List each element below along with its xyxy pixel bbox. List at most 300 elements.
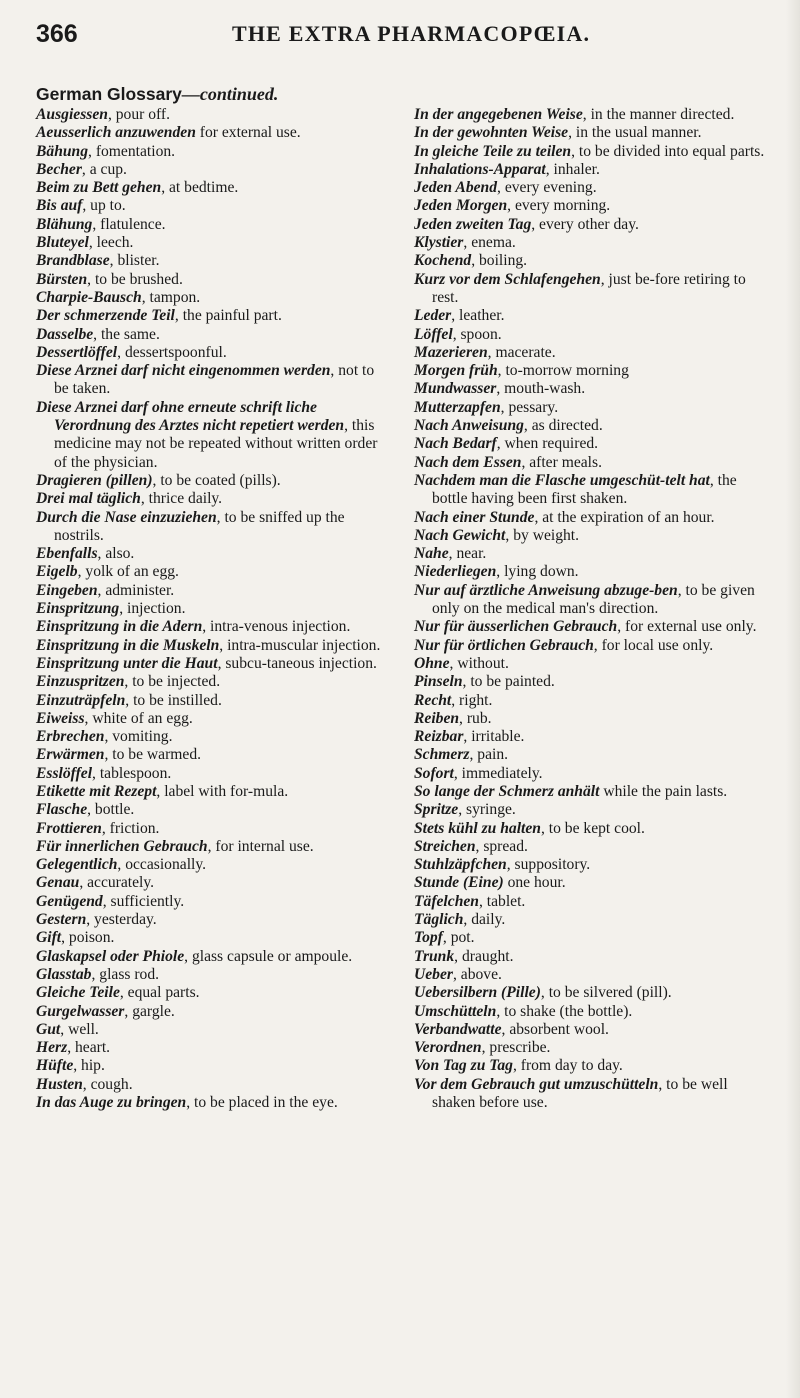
glossary-term: In der angegebenen Weise [414,106,583,123]
glossary-definition: , administer. [97,581,175,599]
glossary-definition: , intra-muscular injection. [219,636,381,654]
glossary-entry [36,911,388,929]
glossary-term: Topf [414,929,443,947]
glossary-definition: , to be injected. [124,673,221,691]
glossary-definition: , to shake (the bottle). [496,1002,633,1020]
glossary-entry [36,856,388,874]
glossary-term: Becher [36,160,82,178]
glossary-entry [414,911,766,929]
glossary-entry [36,234,388,252]
glossary-definition: , pessary. [500,398,559,416]
glossary-term: Nur auf ärztliche Anweisung abzuge-ben [414,581,678,599]
glossary-term: Täglich [414,911,464,929]
glossary-definition: , prescribe. [481,1039,551,1057]
glossary-term: Täfelchen [414,892,479,910]
glossary-definition: , right. [451,691,493,709]
glossary-definition: , label with for-mula. [156,782,289,800]
glossary-entry [414,820,766,838]
glossary-entry [36,929,388,947]
glossary-term: Beim zu Bett gehen [36,179,162,197]
glossary-term: Husten [36,1075,83,1093]
glossary-entry [414,527,766,545]
glossary-definition: , macerate. [487,343,556,361]
glossary-entry [36,600,388,618]
glossary-entry [414,856,766,874]
glossary-definition: , to be sniffed up the nostrils. [54,508,345,544]
glossary-entry [414,929,766,947]
glossary-entry [36,362,388,399]
glossary-term: Aeusserlich anzuwenden [36,124,196,142]
glossary-term: Frottieren [36,819,102,837]
glossary-term: Spritze [414,801,459,819]
glossary-definition: one hour. [503,874,566,892]
glossary-entry [414,1076,766,1113]
glossary-term: Gurgelwasser [36,1002,125,1020]
glossary-entry [414,179,766,197]
glossary-entry [36,252,388,270]
glossary-entry [36,783,388,801]
glossary-term: Erwärmen [36,746,105,764]
glossary-term: Kurz vor dem Schlafengehen [414,270,601,288]
glossary-entry [414,692,766,710]
glossary-definition: , at bedtime. [161,179,239,197]
glossary-entry [414,966,766,984]
glossary-definition: , flatulence. [92,215,166,233]
glossary-definition: , a cup. [81,160,127,178]
glossary-entry [414,380,766,398]
glossary-definition: , to be coated (pills). [152,471,281,489]
glossary-definition: , at the expiration of an hour. [534,508,715,526]
glossary-term: Esslöffel [36,764,93,782]
glossary-entry [36,874,388,892]
glossary-entry [36,820,388,838]
glossary-definition: , to be instilled. [125,691,222,709]
glossary-definition: , sufficiently. [102,892,185,910]
glossary-term: Mutterzapfen [414,398,501,416]
glossary-term: Einzuträpfeln [36,691,126,709]
glossary-entry [36,692,388,710]
glossary-entry [36,1057,388,1075]
glossary-term: Nahe [414,545,449,563]
glossary-entry [36,1021,388,1039]
glossary-entry [36,893,388,911]
glossary-definition: , lying down. [496,563,579,581]
glossary-column-right [414,84,766,1112]
glossary-definition: , above. [452,965,502,983]
glossary-entry [36,765,388,783]
glossary-term: Stuhlzäpfchen [414,856,507,874]
glossary-term: Verordnen [414,1039,482,1057]
glossary-definition: , tampon. [141,288,201,306]
glossary-definition: , to be silvered (pill). [540,984,672,1002]
glossary-term: Niederliegen [414,563,497,581]
glossary-entry [36,124,388,142]
glossary-term: Gelegentlich [36,856,118,874]
glossary-term: Gift [36,929,62,947]
glossary-definition: , occasionally. [117,856,207,874]
glossary-definition: , blister. [109,252,160,270]
glossary-term: Nach Gewicht [414,526,506,544]
glossary-entry [414,1021,766,1039]
glossary-definition: , absorbent wool. [501,1020,609,1038]
glossary-entry [414,106,766,124]
glossary-definition: , glass rod. [91,965,160,983]
glossary-definition: , to be placed in the eye. [186,1094,338,1112]
glossary-term: Genügend [36,892,103,910]
glossary-term: Glasstab [36,965,92,983]
glossary-entry [414,710,766,728]
glossary-entry [414,545,766,563]
glossary-entry [36,490,388,508]
glossary-term: Diese Arznei darf nicht eingenommen werden [36,362,331,380]
glossary-entry [414,801,766,819]
glossary-definition: , heart. [67,1039,111,1057]
glossary-entry [36,710,388,728]
glossary-term: Der schmerzende Teil [36,307,175,325]
glossary-definition: , for local use only. [593,636,714,654]
glossary-term: Mazerieren [414,343,488,361]
glossary-entry [36,582,388,600]
glossary-definition: , to be divided into equal parts. [571,142,765,160]
glossary-entry [414,563,766,581]
glossary-term: Reiben [414,709,460,727]
glossary-definition: , glass capsule or ampoule. [184,947,353,965]
glossary-definition: , to be kept cool. [540,819,645,837]
glossary-term: Stets kühl zu halten [414,819,541,837]
glossary-definition: while the pain lasts. [599,782,728,800]
glossary-term: Einspritzung in die Adern [36,618,203,636]
glossary-entry [36,179,388,197]
glossary-entry [36,1039,388,1057]
glossary-term: Nach Bedarf [414,435,497,453]
glossary-entry [36,1094,388,1112]
glossary-term: Jeden zweiten Tag [414,215,532,233]
glossary-definition: , inhaler. [545,160,600,178]
glossary-term: Herz [36,1039,68,1057]
glossary-definition: for external use. [195,124,301,142]
glossary-term: Gut [36,1020,61,1038]
glossary-term: Recht [414,691,452,709]
glossary-term: Bähung [36,142,89,160]
glossary-definition: , in the usual manner. [568,124,702,142]
glossary-entry [36,563,388,581]
glossary-entry [36,161,388,179]
glossary-definition: , the same. [93,325,160,343]
glossary-term: Von Tag zu Tag [414,1057,513,1075]
glossary-definition: , this medicine may not be repeated without written order of the physician. [54,417,378,471]
glossary-definition: , to be given only on the medical man's direction. [432,581,755,618]
glossary-definition: , spread. [475,837,528,855]
glossary-definition: , equal parts. [119,984,200,1002]
glossary-definition: , every morning. [507,197,611,215]
glossary-definition: , friction. [101,819,160,837]
glossary-term: Nach dem Essen [414,453,522,471]
glossary-term: Bluteyel [36,234,89,252]
glossary-entry [36,746,388,764]
glossary-definition: , when required. [496,435,599,453]
glossary-term: Eiweiss [36,709,85,727]
page-edge-shadow [786,0,800,1398]
section-title [36,84,388,104]
glossary-entry [414,271,766,308]
glossary-term: Einspritzung [36,600,120,618]
glossary-entry [414,362,766,380]
glossary-definition: , near. [448,545,487,563]
glossary-definition: , injection. [119,600,186,618]
glossary-entry [414,728,766,746]
glossary-definition: , from day to day. [512,1057,623,1075]
glossary-definition: , spoon. [452,325,502,343]
glossary-definition: , irritable. [463,728,525,746]
glossary-definition: , also. [97,545,135,563]
glossary-term: Blähung [36,215,93,233]
glossary-entry [414,143,766,161]
glossary-entry [414,1057,766,1075]
glossary-entry [36,509,388,546]
glossary-term: Einzuspritzen [36,673,125,691]
glossary-definition: , fomentation. [88,142,176,160]
glossary-entry [414,454,766,472]
glossary-entry [36,545,388,563]
glossary-entry [414,326,766,344]
glossary-term: Nur für örtlichen Gebrauch [414,636,594,654]
glossary-entry [414,637,766,655]
glossary-term: Pinseln [414,673,463,691]
glossary-entry [414,124,766,142]
glossary-entry [36,655,388,673]
glossary-definition: , as directed. [523,417,603,435]
glossary-entry [36,673,388,691]
glossary-term: Ausgiessen [36,106,108,123]
glossary-definition: , to-morrow morning [497,362,629,380]
glossary-definition: , thrice daily. [140,490,223,508]
glossary-entry [414,252,766,270]
glossary-definition: , in the manner directed. [582,106,735,123]
glossary-entry [36,637,388,655]
glossary-definition: , by weight. [505,526,580,544]
glossary-definition: , suppository. [506,856,591,874]
glossary-entry [414,783,766,801]
glossary-definition: , well. [60,1020,99,1038]
glossary-term: Glaskapsel oder Phiole [36,947,185,965]
glossary-term: In gleiche Teile zu teilen [414,142,572,160]
glossary-term: Mundwasser [414,380,497,398]
glossary-entry [414,417,766,435]
glossary-term: Streichen [414,837,476,855]
glossary-entry [36,289,388,307]
glossary-entry [414,838,766,856]
glossary-term: Ueber [414,965,453,983]
glossary-term: Inhalations-Apparat [414,160,546,178]
glossary-term: Stunde (Eine) [414,874,504,892]
glossary-definition: , pour off. [107,106,171,123]
glossary-term: Dragieren (pillen) [36,471,153,489]
glossary-definition: , to be well shaken before use. [432,1075,728,1112]
glossary-term: Jeden Morgen [414,197,508,215]
glossary-definition: , to be painted. [462,673,555,691]
glossary-definition: , pot. [442,929,475,947]
glossary-term: Drei mal täglich [36,490,141,508]
glossary-term: Vor dem Gebrauch gut umzuschütteln [414,1075,659,1093]
page-header [36,20,776,56]
glossary-term: Einspritzung in die Muskeln [36,636,220,654]
glossary-entry [36,472,388,490]
glossary-entry [414,746,766,764]
glossary-term: Charpie-Bausch [36,288,142,306]
glossary-term: Hüfte [36,1057,74,1075]
glossary-definition: , subcu-taneous injection. [217,654,377,672]
glossary-definition: , every other day. [531,215,639,233]
glossary-term: Reizbar [414,728,464,746]
glossary-term: Bis auf [36,197,83,215]
glossary-entry [414,1039,766,1057]
glossary-definition: , the bottle having been first shaken. [432,471,737,508]
glossary-term: Uebersilbern (Pille) [414,984,541,1002]
glossary-entry [414,765,766,783]
glossary-entry [36,948,388,966]
glossary-definition: , vomiting. [104,728,173,746]
glossary-definition: , to be brushed. [87,270,183,288]
glossary-definition: , immediately. [453,764,543,782]
glossary-entry [36,838,388,856]
glossary-definition: , up to. [82,197,126,215]
glossary-entry [414,234,766,252]
glossary-term: Kochend [414,252,472,270]
glossary-term: In der gewohnten Weise [414,124,569,142]
section-title-main: German Glossary [36,84,182,104]
glossary-entry [414,618,766,636]
glossary-entry [36,984,388,1002]
glossary-term: Leder [414,307,452,325]
glossary-definition: , not to be taken. [54,362,375,398]
glossary-definition: , yolk of an egg. [77,563,179,581]
glossary-entry [414,948,766,966]
glossary-term: Dessertlöffel [36,343,118,361]
glossary-definition: , syringe. [458,801,516,819]
glossary-term: Verbandwatte [414,1020,502,1038]
glossary-definition: , to be warmed. [104,746,202,764]
glossary-entry [414,307,766,325]
glossary-definition: , after meals. [521,453,602,471]
glossary-definition: , without. [449,654,509,672]
glossary-term: So lange der Schmerz anhält [414,782,600,800]
glossary-definition: , intra-venous injection. [202,618,351,636]
glossary-definition: , for external use only. [617,618,757,636]
glossary-term: Nur für äusserlichen Gebrauch [414,618,618,636]
glossary-definition: , every evening. [497,179,597,197]
glossary-entry [414,655,766,673]
glossary-term: Klystier [414,234,464,252]
glossary-definition: , pain. [469,746,509,764]
glossary-definition: , just be-fore retiring to rest. [432,270,746,306]
glossary-entry [414,1003,766,1021]
glossary-term: Etikette mit Rezept [36,782,157,800]
glossary-term: Einspritzung unter die Haut [36,654,218,672]
glossary-entry [414,344,766,362]
glossary-term: Dasselbe [36,325,94,343]
glossary-definition: , the painful part. [174,307,282,325]
glossary-term: Umschütteln [414,1002,497,1020]
glossary-term: Eigelb [36,563,78,581]
glossary-entry [36,326,388,344]
glossary-term: Durch die Nase einzuziehen [36,508,217,526]
glossary-definition: , accurately. [79,874,155,892]
glossary-definition: , cough. [82,1075,133,1093]
glossary-entry [36,216,388,234]
glossary-entry [414,509,766,527]
glossary-entry [36,1003,388,1021]
glossary-term: Ohne [414,654,450,672]
glossary-definition: , hip. [73,1057,105,1075]
glossary-term: Gestern [36,911,87,929]
glossary-term: Brandblase [36,252,110,270]
glossary-definition: , dessertspoonful. [117,343,227,361]
glossary-term: In das Auge zu bringen [36,1094,187,1112]
section-title-continued: —continued. [181,84,279,104]
glossary-entry [414,197,766,215]
glossary-entry [36,966,388,984]
glossary-term: Morgen früh [414,362,498,380]
glossary-definition: , leather. [451,307,505,325]
running-title: THE EXTRA PHARMACOPŒIA. [232,21,591,46]
glossary-entry [414,893,766,911]
glossary-term: Nach einer Stunde [414,508,535,526]
glossary-entry [36,307,388,325]
glossary-definition: , boiling. [471,252,528,270]
glossary-term: Eingeben [36,581,98,599]
glossary-entry [36,197,388,215]
glossary-term: Löffel [414,325,453,343]
glossary-entry [36,271,388,289]
glossary-definition: , for internal use. [207,837,314,855]
right-entry-list [414,106,766,1112]
glossary-term: Diese Arznei darf ohne erneute schrift liche Verordnung des Arztes nicht repetiert werden [36,398,345,435]
glossary-entry [414,472,766,509]
glossary-entry [36,1076,388,1094]
glossary-entry [36,728,388,746]
page-number: 366 [36,20,78,48]
glossary-definition: , bottle. [87,801,135,819]
glossary-term: Jeden Abend [414,179,498,197]
glossary-entry [36,106,388,124]
glossary-entry [36,399,388,472]
glossary-term: Erbrechen [36,728,105,746]
glossary-entry [36,801,388,819]
glossary-entry [36,143,388,161]
glossary-term: Für innerlichen Gebrauch [36,837,208,855]
glossary-entry [414,216,766,234]
glossary-definition: , rub. [459,709,492,727]
glossary-term: Nach Anweisung [414,417,524,435]
glossary-entry [36,344,388,362]
glossary-definition: , white of an egg. [84,709,193,727]
glossary-definition: , yesterday. [86,911,157,929]
glossary-definition: , daily. [463,911,506,929]
glossary-entry [414,582,766,619]
left-entry-list [36,106,388,1112]
glossary-term: Sofort [414,764,454,782]
glossary-entry [414,161,766,179]
glossary-definition: , tablet. [478,892,526,910]
glossary-columns [36,84,766,1112]
glossary-term: Ebenfalls [36,545,98,563]
glossary-term: Flasche [36,801,88,819]
glossary-entry [414,399,766,417]
glossary-definition: , draught. [454,947,514,965]
glossary-term: Nachdem man die Flasche umgeschüt-telt hat [414,471,710,489]
glossary-term: Genau [36,874,80,892]
glossary-definition: , enema. [463,234,516,252]
